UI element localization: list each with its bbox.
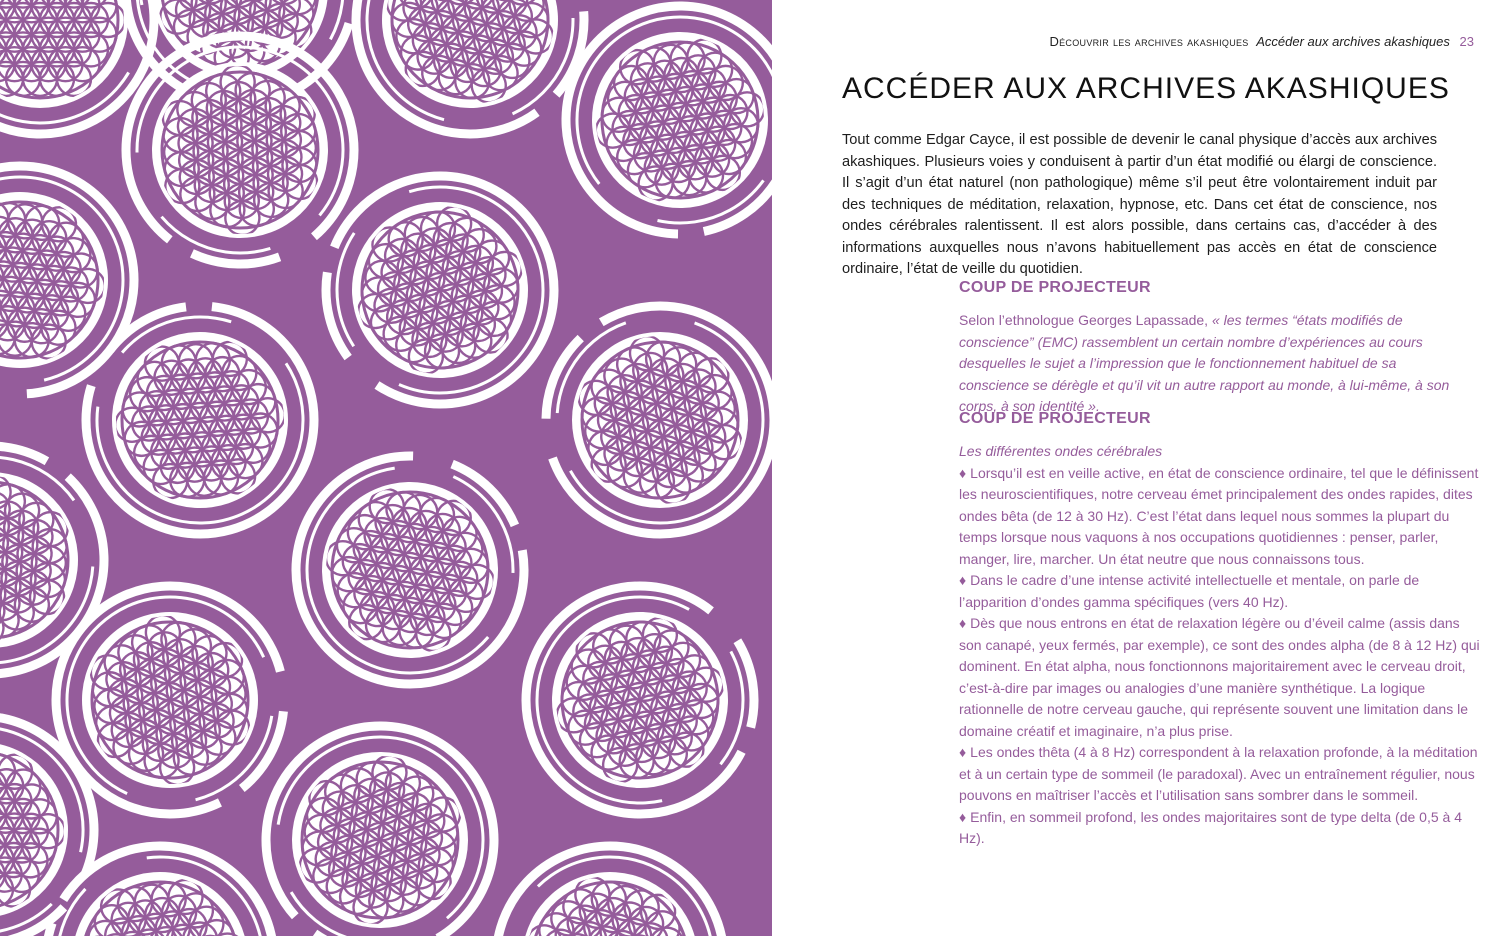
diamond-icon: ♦ [959, 808, 967, 825]
spotlight-lead: Selon l’ethnologue Georges Lapassade, [959, 312, 1212, 328]
brainwave-bullet-gamma [959, 570, 1481, 613]
bullet-text: Les ondes thêta (4 à 8 Hz) correspondent à la relaxation profonde, à la méditation et à un certain type de sommeil (le paradoxal). Avec un entraînement régulier, nous pouvons en maîtriser l’accès et l’utilisation sans sombrer dans le sommeil. [959, 744, 1478, 803]
spotlight-heading-2: COUP DE PROJECTEUR [959, 410, 1151, 427]
intro-paragraph: Tout comme Edgar Cayce, il est possible de devenir le canal physique d’accès aux archives akashiques. Plusieurs voies y conduisent à partir d’un état modifié ou élargi de conscience. Il s’agit d’un état naturel (non pathologique) même s’il peut être volontairement induit par des techniques de méditation, relaxation, hypnose, etc. Dans cet état de conscience, nos ondes cérébrales ralentissent. Il est alors possible, dans certains cas, d’accéder à des informations auxquelles nous n’avons habituellement pas accès en état de conscience ordinaire, l’état de veille du quotidien. [842, 132, 1437, 277]
brainwave-bullet-alpha [959, 613, 1481, 742]
running-head-chapter: Accéder aux archives akashiques [1256, 34, 1450, 49]
running-head [1049, 34, 1474, 49]
bullet-text: Lorsqu’il est en veille active, en état de conscience ordinaire, tel que le définissent les neuroscientifiques, notre cerveau émet principalement des ondes rapides, dites ondes bêta (de 12 à 30 Hz). C’est l’état dans lequel nous sommes la plupart du temps lorsque nous vaquons à nos occupations quotidiennes : penser, parler, manger, lire, marcher. Un état neutre que nous connaissons tous. [959, 464, 1479, 567]
diamond-icon: ♦ [959, 615, 967, 631]
spotlight-quote: « les termes “états modifiés de conscience” (EMC) rassemblent un certain nombre d’expériences au cours desquelles le sujet a l’impression que le fonctionnement habituel de sa conscience se dérègle et qu’il vit un autre rapport au monde, à lui-même, à son corps, à son identité ». [959, 312, 1450, 414]
brainwaves-subtitle: Les différentes ondes cérébrales [959, 443, 1163, 459]
bullet-text: Dès que nous entrons en état de relaxation légère ou d’éveil calme (assis dans son canapé, yeux fermés, par exemple), ce sont des ondes alpha (de 8 à 12 Hz) qui dominent. En état alpha, nous fonctionnons majoritairement avec le cerveau droit, c’est-à-dire par images ou analogies d’une manière synthétique. La logique rationnelle de notre cerveau gauche, qui représente souvent une limitation dans le domaine créatif et imaginaire, n’a plus prise. [959, 615, 1480, 739]
brainwave-bullet-beta [959, 463, 1481, 571]
diamond-icon: ♦ [959, 744, 967, 760]
diamond-icon: ♦ [959, 464, 967, 481]
brainwave-bullet-theta [959, 742, 1481, 807]
brainwave-bullet-delta [959, 807, 1481, 850]
brainwaves-box [959, 441, 1481, 850]
page-number: 23 [1459, 34, 1474, 49]
spotlight-quote-paragraph [959, 310, 1469, 418]
diamond-icon: ♦ [959, 572, 967, 588]
page-title: ACCÉDER AUX ARCHIVES AKASHIQUES [842, 72, 1450, 105]
text-page [772, 0, 1500, 936]
bullet-text: Dans le cadre d’une intense activité intellectuelle et mentale, on parle de l’apparition d’ondes gamma spécifiques (vers 40 Hz). [959, 572, 1420, 610]
running-head-section: Découvrir les archives akashiques [1049, 34, 1249, 49]
bullet-text: Enfin, en sommeil profond, les ondes majoritaires sont de type delta (de 0,5 à 4 Hz). [959, 808, 1462, 846]
spotlight-heading-1: COUP DE PROJECTEUR [959, 279, 1151, 296]
